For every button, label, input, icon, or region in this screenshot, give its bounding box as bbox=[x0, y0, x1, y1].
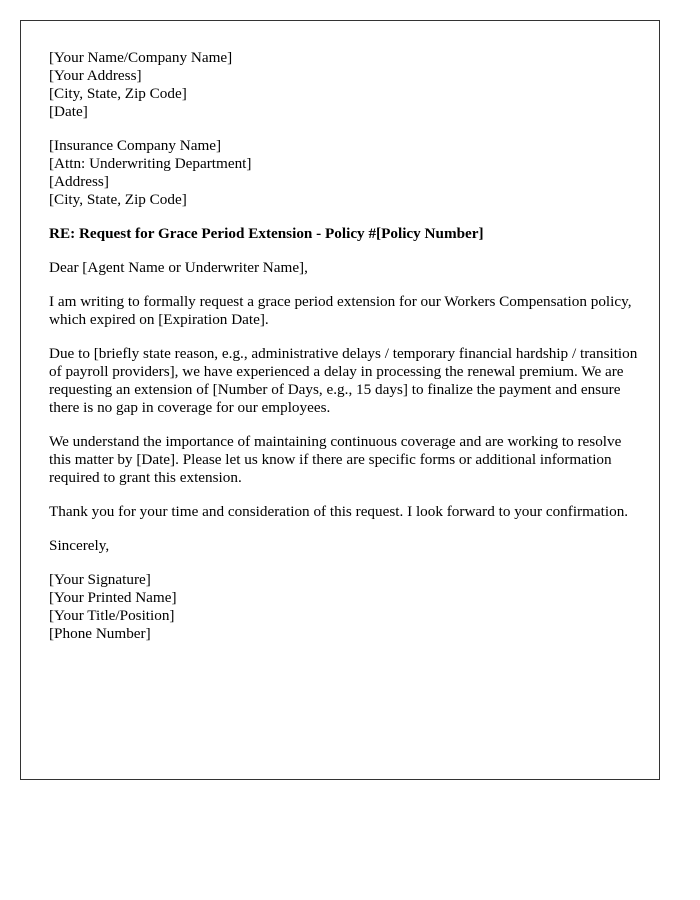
title-position: [Your Title/Position] bbox=[49, 607, 175, 624]
letter-document bbox=[20, 20, 660, 780]
signature-line: [Your Signature] bbox=[49, 571, 151, 588]
body-paragraph-3: We understand the importance of maintaining continuous coverage and are working to resolve this matter by [Date]. Please let us know if there are specific forms or additional information required to grant this extension. bbox=[49, 433, 622, 486]
recipient-attn: [Attn: Underwriting Department] bbox=[49, 155, 252, 172]
recipient-company: [Insurance Company Name] bbox=[49, 137, 222, 154]
body-paragraph-1: I am writing to formally request a grace period extension for our Workers Compensation policy, which expired on [Expiration Date]. bbox=[49, 293, 632, 328]
recipient-city-state-zip: [City, State, Zip Code] bbox=[49, 191, 187, 208]
body-paragraph-2: Due to [briefly state reason, e.g., administrative delays / temporary financial hardship / transition of payroll providers], we have experienced a delay in processing the renewal premium. We are requesting an extension of [Number of Days, e.g., 15 days] to finalize the payment and ensure there is no gap in coverage for our employees. bbox=[49, 345, 638, 416]
subject-line: RE: Request for Grace Period Extension - Policy #[Policy Number] bbox=[49, 225, 484, 242]
body-paragraph-4: Thank you for your time and consideration of this request. I look forward to your confirmation. bbox=[49, 503, 629, 520]
phone-number: [Phone Number] bbox=[49, 625, 151, 642]
recipient-block bbox=[49, 137, 639, 209]
sender-block bbox=[49, 49, 639, 121]
signature-block bbox=[49, 571, 639, 643]
closing: Sincerely, bbox=[49, 537, 110, 554]
sender-address: [Your Address] bbox=[49, 67, 142, 84]
recipient-address: [Address] bbox=[49, 173, 109, 190]
letter-date: [Date] bbox=[49, 103, 88, 120]
printed-name: [Your Printed Name] bbox=[49, 589, 177, 606]
salutation: Dear [Agent Name or Underwriter Name], bbox=[49, 259, 308, 276]
sender-city-state-zip: [City, State, Zip Code] bbox=[49, 85, 187, 102]
sender-name: [Your Name/Company Name] bbox=[49, 49, 233, 66]
